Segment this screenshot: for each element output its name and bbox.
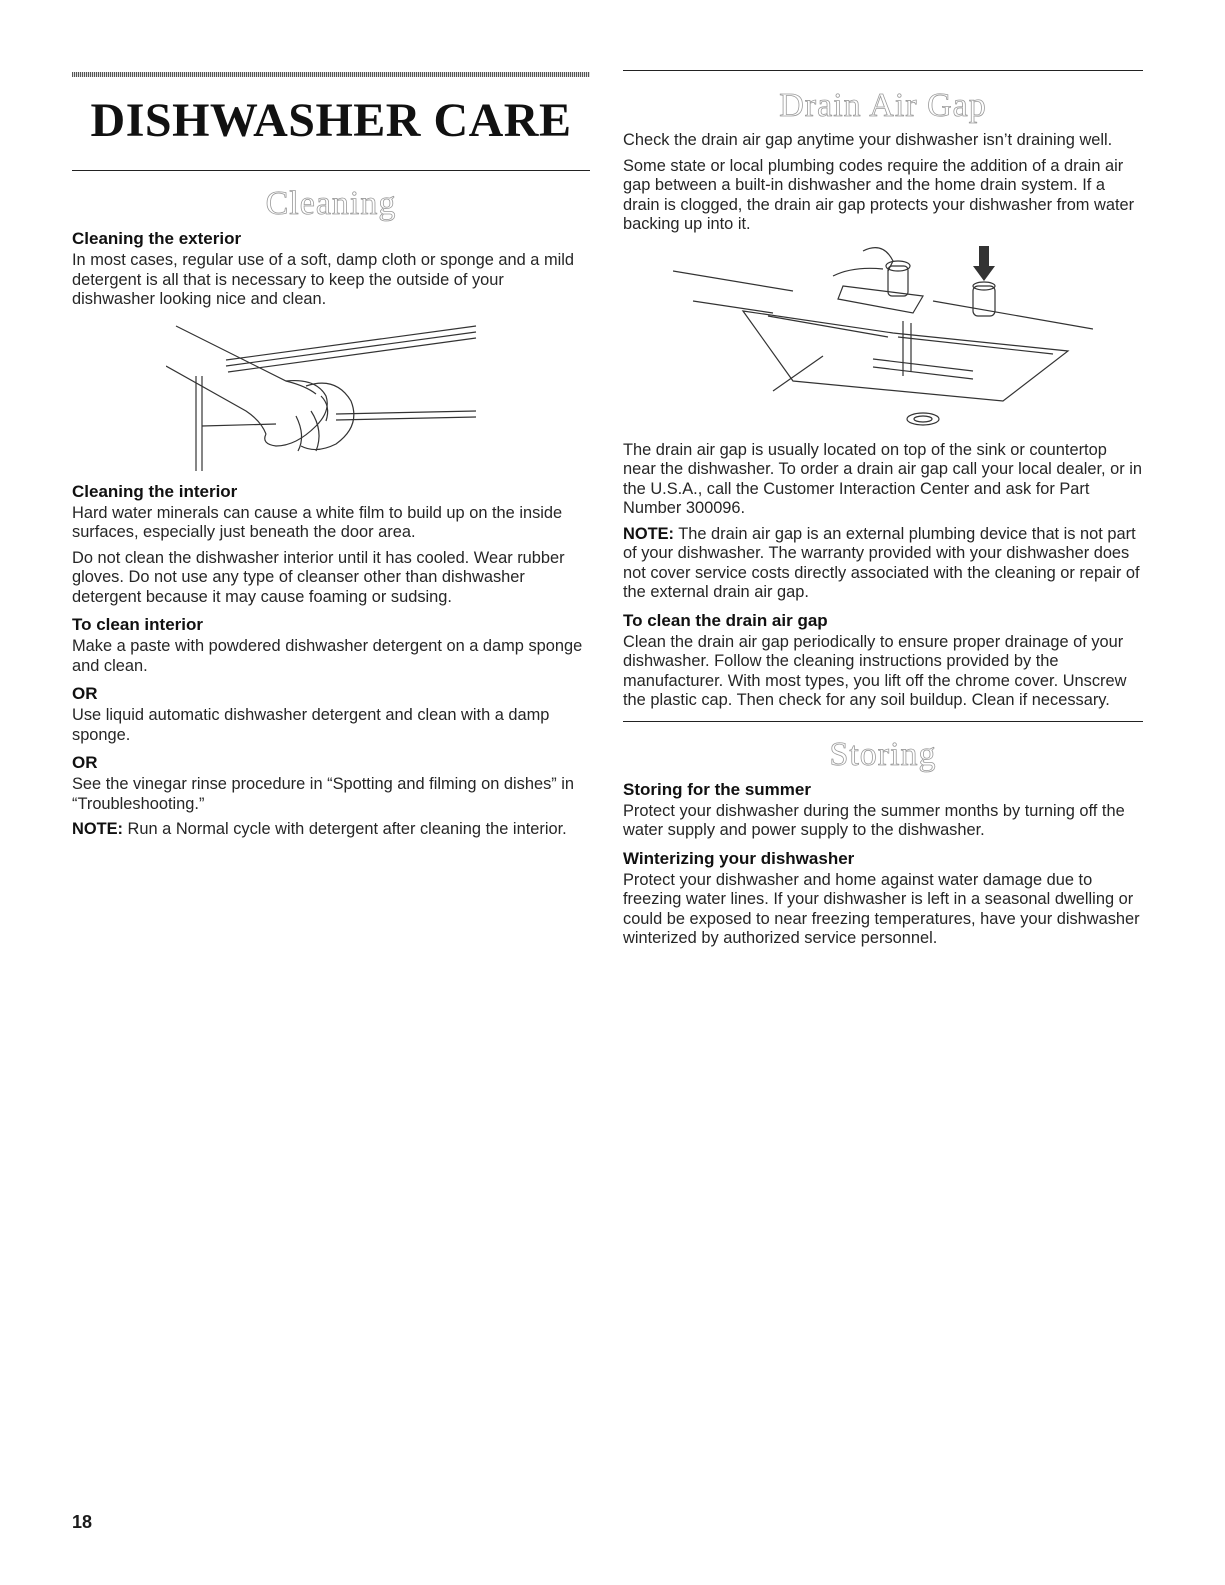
title-rule: [72, 170, 590, 171]
storing-section-title: Storing: [829, 735, 937, 773]
exterior-heading: Cleaning the exterior: [72, 229, 242, 248]
drain-section-title: Drain Air Gap: [779, 87, 987, 124]
or-separator-1: OR: [72, 684, 98, 703]
interior-paragraph-1: Hard water minerals can cause a white film to build up on the inside surfaces, especially just beneath the door area.: [72, 503, 563, 541]
drain-top-rule: [623, 70, 1143, 71]
sink-air-gap-illustration: [673, 241, 1093, 441]
winter-heading: Winterizing your dishwasher: [623, 848, 855, 868]
right-column: [623, 70, 1143, 955]
note-label: NOTE:: [72, 820, 123, 838]
note-text: Run a Normal cycle with detergent after cleaning the interior.: [123, 820, 567, 838]
to-clean-step-3: See the vinegar rinse procedure in “Spotting and filming on dishes” in “Troubleshooting.”: [72, 775, 575, 813]
header-dotted-rule: [72, 72, 590, 77]
wiping-exterior-illustration: [166, 316, 496, 476]
drain-note: [623, 525, 1143, 603]
page-title: DISHWASHER CARE: [90, 94, 572, 147]
exterior-text: In most cases, regular use of a soft, damp cloth or sponge and a mild detergent is all that is necessary to keep the outside of your dishwasher looking nice and clean.: [72, 251, 575, 308]
interior-heading: Cleaning the interior: [72, 481, 238, 501]
interior-paragraph-2: Do not clean the dishwasher interior until it has cooled. Wear rubber gloves. Do not use any type of cleanser other than dishwasher detergent because it may cause foaming or sudsing.: [72, 548, 565, 606]
drain-paragraph-2: Some state or local plumbing codes require the addition of a drain air gap between a built-in dishwasher and the home drain system. If a drain is clogged, the drain air gap protects your dishwasher from water backing up into it.: [623, 156, 1135, 233]
clean-drain-text: Clean the drain air gap periodically to ensure proper drainage of your dishwasher. Follow the cleaning instructions provided by the manufacturer. With most types, you lift off the chrome cover. Unscrew the plastic cap. Then check for any soil buildup. Clean if necessary.: [623, 632, 1127, 709]
summer-heading: Storing for the summer: [623, 779, 811, 799]
cleaning-section-title: Cleaning: [265, 185, 397, 222]
cleaning-note: [72, 820, 590, 840]
or-separator-2: OR: [72, 753, 98, 772]
summer-text: Protect your dishwasher during the summer months by turning off the water supply and power supply to the dishwasher.: [623, 801, 1125, 839]
drain-paragraph-1: Check the drain air gap anytime your dishwasher isn’t draining well.: [623, 131, 1113, 149]
drain-note-text: The drain air gap is an external plumbing device that is not part of your dishwasher. The warranty provided with your dishwasher does not cover service costs directly associated with the cleaning or repair of the external drain air gap.: [623, 524, 1140, 601]
to-clean-step-1: Make a paste with powdered dishwasher detergent on a damp sponge and clean.: [72, 637, 583, 675]
winter-text: Protect your dishwasher and home against water damage due to freezing water lines. If your dishwasher is left in a seasonal dwelling or could be exposed to near freezing temperatures, have your dishwasher winterized by authorized service personnel.: [623, 870, 1140, 947]
left-column: [72, 70, 590, 846]
drain-paragraph-3: The drain air gap is usually located on top of the sink or countertop near the dishwasher. To order a drain air gap call your local dealer, or in the U.S.A., call the Customer Interaction Center and ask for Part Number 300096.: [623, 440, 1143, 517]
to-clean-step-2: Use liquid automatic dishwasher detergent and clean with a damp sponge.: [72, 706, 550, 744]
storing-top-rule: [623, 721, 1143, 722]
clean-drain-heading: To clean the drain air gap: [623, 610, 828, 630]
drain-note-label: NOTE:: [623, 524, 674, 543]
to-clean-interior-heading: To clean interior: [72, 615, 203, 634]
page-number: 18: [72, 1512, 93, 1532]
